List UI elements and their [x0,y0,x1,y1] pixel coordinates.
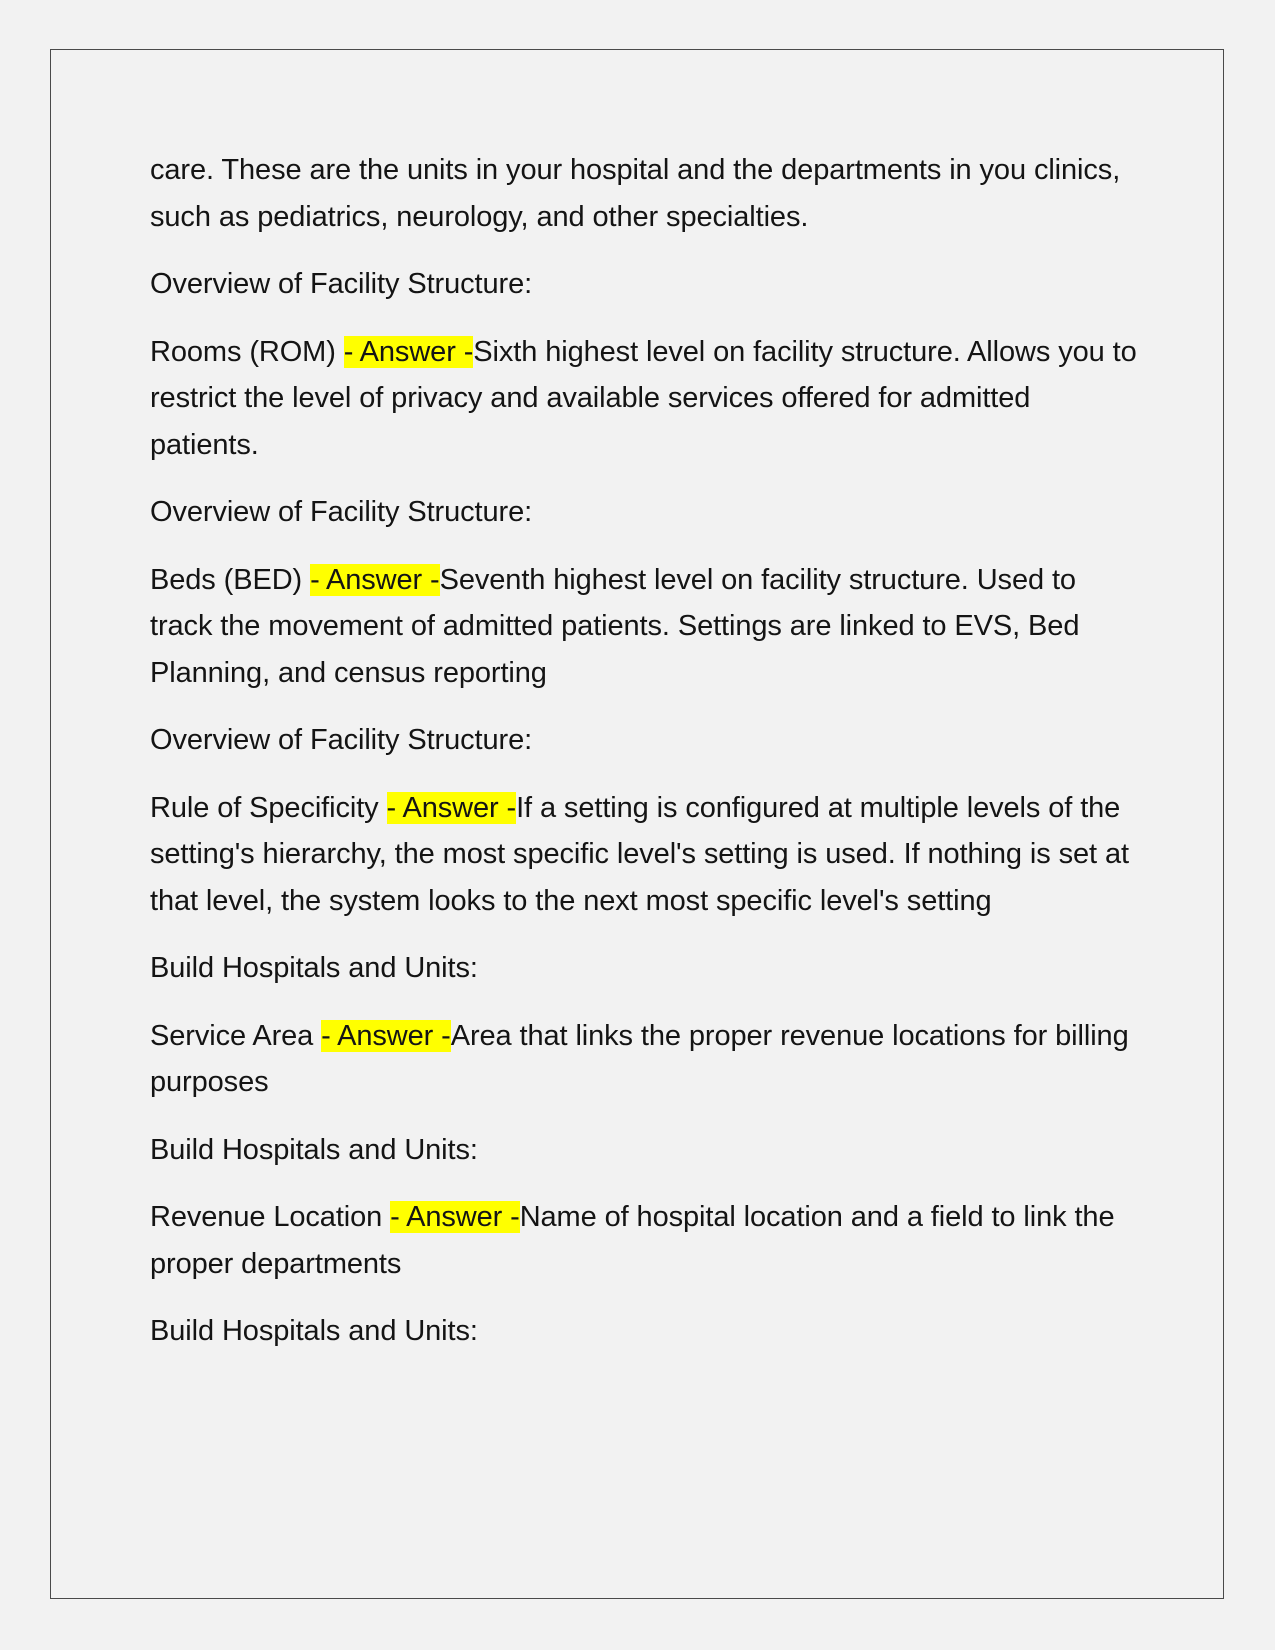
term: Beds (BED) [150,563,311,596]
answer-text: Seventh highest level on facility structure. Used to track the movement of admitted patients. Settings are linked to EVS, Bed Planning, and census reporting [150,563,1080,689]
answer-marker: - Answer - [310,563,440,596]
qa-beds [150,557,1140,697]
answer-marker: - Answer - [343,335,474,368]
section-heading: Overview of Facility Structure: [150,268,533,300]
term: Rooms (ROM) [150,335,344,368]
answer-text: If a setting is configured at multiple levels of the setting's hierarchy, the most specific level's setting is used. If nothing is set at that level, the system looks to the next most specific level's setting [150,791,1129,917]
intro-paragraph: care. These are the units in your hospital and the departments in you clinics, such as pediatrics, neurology, and other specialties. [150,154,1121,233]
qa-service-area [150,1013,1140,1106]
answer-marker: - Answer - [390,1201,520,1233]
qa-rooms [150,329,1140,469]
term: Rule of Specificity [150,791,387,824]
term: Service Area [150,1019,322,1052]
section-heading: Build Hospitals and Units: [150,1315,478,1347]
answer-marker: - Answer - [321,1019,451,1052]
document-body [150,147,1140,1376]
section-heading: Overview of Facility Structure: [150,724,533,756]
section-heading: Build Hospitals and Units: [150,1133,478,1166]
section-heading: Build Hospitals and Units: [150,952,478,984]
section-heading: Overview of Facility Structure: [150,496,533,528]
answer-text: Area that links the proper revenue locations for billing purposes [150,1019,1129,1098]
qa-rule-of-specificity [150,785,1140,925]
term: Revenue Location [150,1201,391,1233]
answer-text: Name of hospital location and a field to link the proper departments [150,1201,1115,1280]
answer-marker: - Answer - [386,791,517,824]
qa-revenue-location [150,1194,1140,1287]
answer-text: Sixth highest level on facility structure. Allows you to restrict the level of privacy and available services offered for admitted patients. [150,335,1137,461]
